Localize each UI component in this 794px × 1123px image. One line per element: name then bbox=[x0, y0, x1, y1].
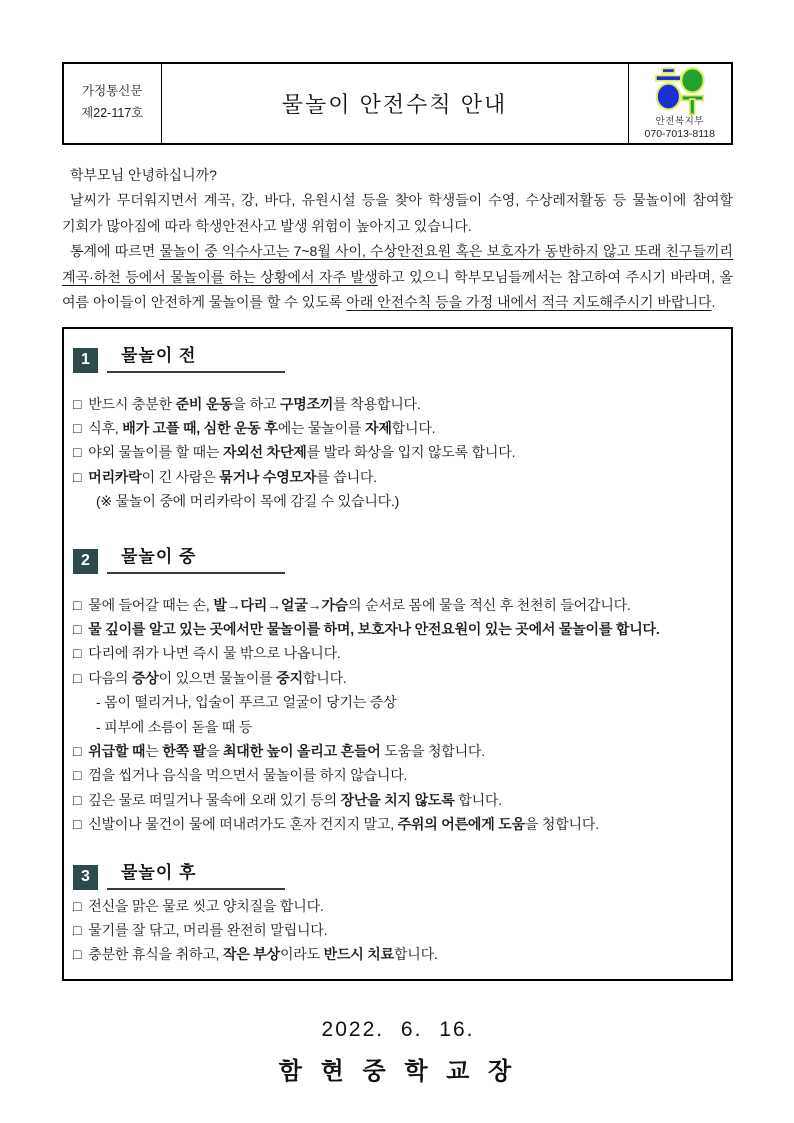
text-segment: 도움을 청합니다. bbox=[380, 742, 485, 759]
text-segment: 자외선 차단제 bbox=[222, 444, 307, 461]
text-segment: 을 하고 bbox=[232, 395, 280, 412]
text-segment: 반드시 충분한 bbox=[88, 395, 176, 412]
rule-item bbox=[73, 440, 721, 464]
doc-number-cell bbox=[63, 63, 161, 144]
text-segment: 이 긴 사람은 bbox=[141, 468, 220, 485]
page-title: 물놀이 안전수칙 안내 bbox=[161, 63, 628, 144]
logo-cell bbox=[628, 63, 732, 144]
text-segment: . bbox=[711, 294, 716, 311]
text-segment: 식후, bbox=[88, 419, 123, 436]
text-segment: (※ 물놀이 중에 머리카락이 목에 감길 수 있습니다.) bbox=[96, 493, 400, 510]
checkbox-icon: □ bbox=[73, 669, 82, 686]
text-segment: 을 bbox=[205, 742, 223, 759]
logo-department-label: 안전복지부 bbox=[655, 116, 704, 127]
text-segment: 아래 안전수칙 등을 가정 내에서 적극 지도해주시기 바랍니다 bbox=[346, 294, 712, 311]
text-segment: 물놀이 중 익수사고는 7~8월 사이, 수상안전요원 혹은 보호자가 동반하지 않고 또래 친구들끼리 계곡·하천 등에서 물놀이를 하는 상황에서 자주 발생 bbox=[62, 243, 733, 285]
text-segment: 야외 물놀이를 할 때는 bbox=[88, 444, 223, 461]
rule-item bbox=[73, 942, 721, 966]
text-segment: 중지 bbox=[276, 669, 303, 686]
intro-paragraph bbox=[62, 188, 733, 239]
section-header bbox=[73, 341, 721, 373]
rule-item bbox=[73, 666, 721, 690]
section-title: 물놀이 후 bbox=[107, 858, 285, 890]
text-segment: 물에 들어갈 때는 손, bbox=[88, 596, 214, 613]
text-segment: 이라도 bbox=[279, 946, 324, 963]
text-segment: 작은 부상 bbox=[222, 946, 280, 963]
section-number-badge: 2 bbox=[73, 549, 98, 574]
text-segment: 반드시 치료 bbox=[323, 946, 394, 963]
text-segment: 위급할 때 bbox=[88, 742, 146, 759]
text-segment: 껌을 씹거나 음식을 먹으면서 물놀이를 하지 않습니다. bbox=[88, 767, 408, 784]
text-segment: 전신을 맑은 물로 씻고 양치질을 합니다. bbox=[88, 897, 324, 914]
rule-item bbox=[73, 739, 721, 763]
checkbox-icon: □ bbox=[73, 419, 82, 436]
text-segment: 에는 물놀이를 bbox=[277, 419, 366, 436]
section-title: 물놀이 중 bbox=[107, 542, 285, 574]
text-segment: - 피부에 소름이 돋을 때 등 bbox=[96, 718, 253, 735]
checkbox-icon: □ bbox=[73, 596, 82, 613]
section-title: 물놀이 전 bbox=[107, 341, 285, 373]
text-segment: 묶거나 수영모자 bbox=[219, 468, 317, 485]
checkbox-icon: □ bbox=[73, 816, 82, 833]
header-table bbox=[62, 62, 733, 145]
intro-paragraph bbox=[62, 239, 733, 316]
school-emblem-icon bbox=[651, 67, 709, 117]
checkbox-icon: □ bbox=[73, 946, 82, 963]
text-segment: 이 있으면 물놀이를 bbox=[158, 669, 277, 686]
text-segment: 는 bbox=[145, 742, 163, 759]
rule-note bbox=[73, 715, 721, 739]
text-segment: 발→다리→얼굴→가슴 bbox=[213, 596, 348, 613]
rule-item bbox=[73, 918, 721, 942]
rule-item bbox=[73, 416, 721, 440]
text-segment: 배가 고플 때, 심한 운동 후 bbox=[122, 419, 278, 436]
text-segment: 충분한 휴식을 취하고, bbox=[88, 946, 223, 963]
text-segment: 머리카락 bbox=[88, 468, 142, 485]
text-segment: 을 청합니다. bbox=[524, 816, 599, 833]
text-segment: 신발이나 물건이 물에 떠내려가도 혼자 건지지 말고, bbox=[88, 816, 398, 833]
text-segment: 하고 있으니 학부모님들께서는 참고하여 주시기 바라며, 올 여름 아이들이 안전하게 물놀이를 할 수 있도록 bbox=[62, 268, 733, 311]
rule-item bbox=[73, 788, 721, 812]
rule-item bbox=[73, 641, 721, 665]
section-number-badge: 1 bbox=[73, 348, 98, 373]
text-segment: 합니다. bbox=[393, 946, 438, 963]
logo-phone-number: 070-7013-8118 bbox=[644, 127, 715, 140]
doc-type-label: 가정통신문 bbox=[82, 84, 143, 99]
checkbox-icon: □ bbox=[73, 767, 82, 784]
doc-number-label: 제22-117호 bbox=[81, 106, 144, 121]
text-segment: 를 착용합니다. bbox=[333, 395, 421, 412]
text-segment: 한쪽 팔 bbox=[162, 742, 206, 759]
checkbox-icon: □ bbox=[73, 645, 82, 662]
rule-item bbox=[73, 392, 721, 416]
checkbox-icon: □ bbox=[73, 395, 82, 412]
rule-item bbox=[73, 763, 721, 787]
section-header bbox=[73, 542, 721, 574]
checkbox-icon: □ bbox=[73, 742, 82, 759]
checkbox-icon: □ bbox=[73, 444, 82, 461]
principal-signature: 함 현 중 학 교 장 bbox=[278, 1057, 518, 1085]
text-segment: 최대한 높이 올리고 흔들어 bbox=[222, 742, 381, 759]
text-segment: 물기를 잘 닦고, 머리를 완전히 말립니다. bbox=[88, 922, 328, 939]
text-segment: 합니다. bbox=[454, 791, 502, 808]
text-segment: 합니다. bbox=[302, 669, 347, 686]
text-segment: 증상 bbox=[131, 669, 159, 686]
rule-note bbox=[73, 489, 721, 513]
text-segment: 통계에 따르면 bbox=[70, 243, 160, 260]
checkbox-icon: □ bbox=[73, 791, 82, 808]
text-segment: - 몸이 떨리거나, 입술이 푸르고 얼굴이 당기는 증상 bbox=[96, 694, 397, 711]
intro-section bbox=[62, 163, 733, 316]
rule-item bbox=[73, 593, 721, 617]
text-segment: 깊은 물로 떠밀거나 물속에 오래 있기 등의 bbox=[88, 791, 341, 808]
rule-item bbox=[73, 812, 721, 836]
text-segment: 날씨가 무더워지면서 계곡, 강, 바다, 유원시설 등을 찾아 학생들이 수영, 수상레저활동 등 물놀이에 참여할 기회가 많아짐에 따라 학생안전사고 발생 위험이 높아지고 있습니다. bbox=[62, 192, 733, 234]
checkbox-icon: □ bbox=[73, 620, 82, 637]
rule-item bbox=[73, 894, 721, 918]
text-segment: 합니다. bbox=[391, 419, 436, 436]
text-segment: 물 깊이를 알고 있는 곳에서만 물놀이를 하며, 보호자나 안전요원이 있는 곳에서 물놀이를 합니다. bbox=[88, 620, 660, 637]
section-number-badge: 3 bbox=[73, 865, 98, 890]
text-segment: 를 발라 화상을 입지 않도록 합니다. bbox=[306, 444, 516, 461]
text-segment: 구명조끼 bbox=[279, 395, 334, 412]
issue-date: 2022. 6. 16. bbox=[321, 1017, 475, 1041]
text-segment: 다리에 쥐가 나면 즉시 물 밖으로 나옵니다. bbox=[88, 645, 341, 662]
rule-item bbox=[73, 617, 721, 641]
text-segment: 다음의 bbox=[88, 669, 132, 686]
safety-rules-box bbox=[62, 327, 733, 981]
checkbox-icon: □ bbox=[73, 468, 82, 485]
text-segment: 장난을 치지 않도록 bbox=[340, 791, 455, 808]
text-segment: 자제 bbox=[365, 419, 392, 436]
text-segment: 주위의 어른에게 도움 bbox=[397, 816, 525, 833]
checkbox-icon: □ bbox=[73, 922, 82, 939]
rule-item bbox=[73, 465, 721, 489]
text-segment: 를 씁니다. bbox=[316, 468, 377, 485]
checkbox-icon: □ bbox=[73, 897, 82, 914]
rule-note bbox=[73, 690, 721, 714]
text-segment: 의 순서로 몸에 물을 적신 후 천천히 들어갑니다. bbox=[347, 596, 631, 613]
greeting-text: 학부모님 안녕하십니까? bbox=[70, 166, 217, 183]
text-segment: 준비 운동 bbox=[175, 395, 233, 412]
section-header bbox=[73, 858, 721, 890]
